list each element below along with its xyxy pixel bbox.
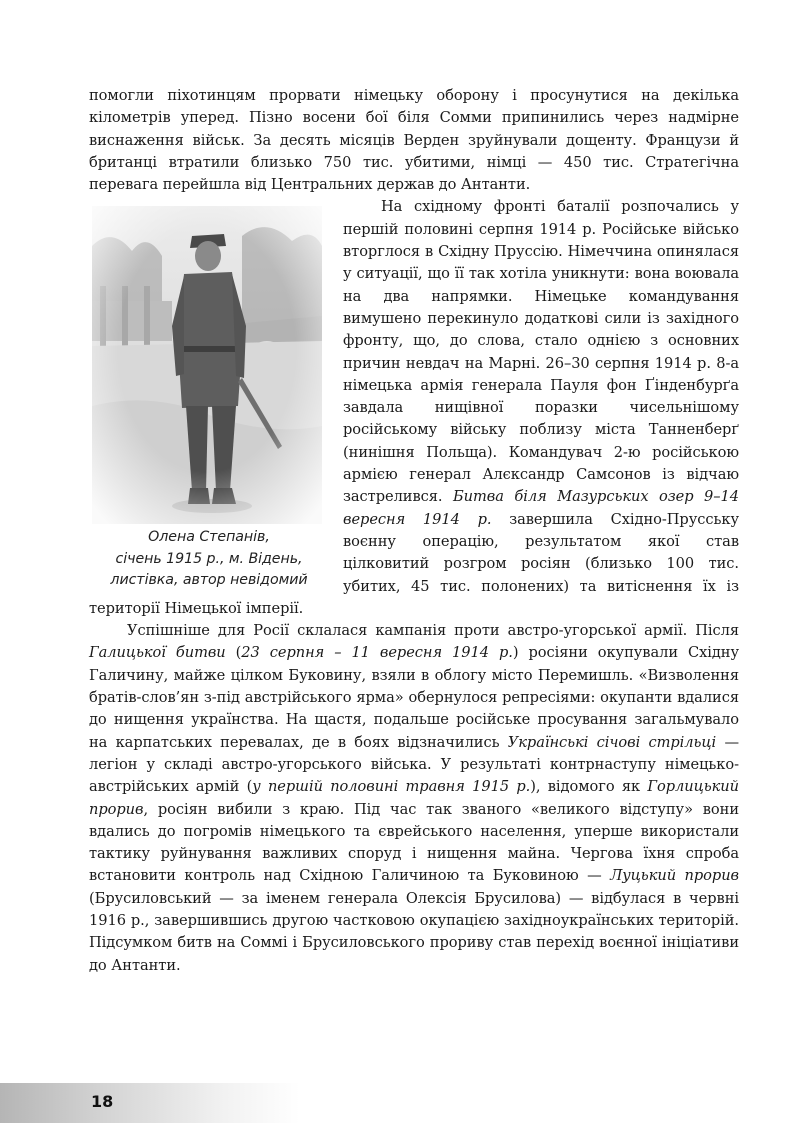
portrait-photo bbox=[92, 206, 322, 524]
italic-term: Горлицький прорив bbox=[89, 778, 739, 818]
figure-caption bbox=[89, 527, 329, 591]
main-text bbox=[89, 85, 739, 977]
text-run: (Брусиловський — за іменем генерала Олексія Брусилова) — відбулася в червні 1916 р., завершившись другою частковою окупацією західноукраїнських територій. Підсумком битв на Соммі і Брусиловського прориву став перехід воєнної ініціативи до Антанти. bbox=[89, 889, 739, 974]
italic-term: 23 серпня – 11 вересня 1914 р. bbox=[241, 644, 513, 662]
italic-term: у першій половині травня 1915 р. bbox=[252, 778, 531, 796]
paragraph-1 bbox=[89, 85, 739, 196]
figure bbox=[89, 206, 329, 593]
caption-line: січень 1915 р., м. Відень, bbox=[115, 550, 303, 567]
paragraph-3 bbox=[89, 620, 739, 977]
caption-line: листівка, автор невідомий bbox=[110, 571, 308, 588]
page-number: 18 bbox=[91, 1092, 114, 1111]
italic-term: Битва біля Мазурських озер 9–14 вересня 1914 р. bbox=[343, 488, 739, 528]
text-run: Успішніше для Росії склалася кампанія проти австро-угорської армії. Після bbox=[127, 622, 739, 640]
caption-line: Олена Степанів, bbox=[148, 529, 270, 546]
text-run: ) росіяни окупували Східну Галичину, майже цілком Буковину, взяли в облогу місто Перемишль. «Визволення братів-слов’ян з-під австрійського ярма» обернулося репресіями: окупанти вдалися до нищення українства. На щастя, подальше російське просування загальмувало на карпатських перевалах, де в боях відзначились bbox=[89, 644, 740, 751]
text-run: помогли піхотинцям прорвати німецьку оборону і просунутися на декілька кілометрів уперед. Пізно восени бої біля Сомми припинились через надмірне виснаження військ. За десять місяців Верден зруйнували дощенту. Французи й британці втратили близько 750 тис. убитими, німці — 450 тис. Стратегічна перевага перейшла від Центральних держав до Антанти. bbox=[89, 87, 739, 194]
text-run: , росіян вибили з краю. Під час так званого «великого відступу» вони вдались до погромів німецького та єврейського населення, уперше використали тактику руйнування важливих споруд і нищення майна. Чергова їхня спроба встановити контроль над Східною Галичиною та Буковиною — bbox=[89, 800, 739, 885]
page-number-bar bbox=[0, 1083, 300, 1123]
text-run: завершила Східно-Прусську воєнну операцію, результатом якої став цілковитий розгром росіян (близько 100 тис. убитих, 45 тис. полонених) та витіснення їх із території Німецької імперії. bbox=[89, 510, 739, 617]
text-run: ), відомого як bbox=[530, 778, 648, 796]
italic-term: Українські січові стрільці bbox=[507, 733, 717, 751]
italic-term: Луцький прорив bbox=[610, 867, 739, 885]
text-run: — легіон у складі австро-угорського війська. У результаті контрнаступу німецько-австрійських армій ( bbox=[89, 733, 739, 796]
text-run: ( bbox=[225, 644, 242, 662]
italic-term: Галицької битви bbox=[89, 644, 226, 662]
text-run: На східному фронті баталії розпочались у першій половині серпня 1914 р. Російське військо вторглося в Східну Пруссію. Німеччина опинялася у ситуації, що її так хотіла уникнути: вона воювала на два напрямки. Німецьке командування вимушено перекинуло додаткові сили із західного фронту, що, до слова, стало однією з основних причин невдач на Марні. 26–30 серпня 1914 р. 8-а німецька армія генерала Пауля фон Ґінденбурґа завдала нищівної поразки чисельнішому російському війську поблизу міста Танненберґ (нинішня Польща). Командувач 2-ю російською армією генерал Алєксандр Самсонов із відчаю застрелився. bbox=[343, 198, 739, 506]
